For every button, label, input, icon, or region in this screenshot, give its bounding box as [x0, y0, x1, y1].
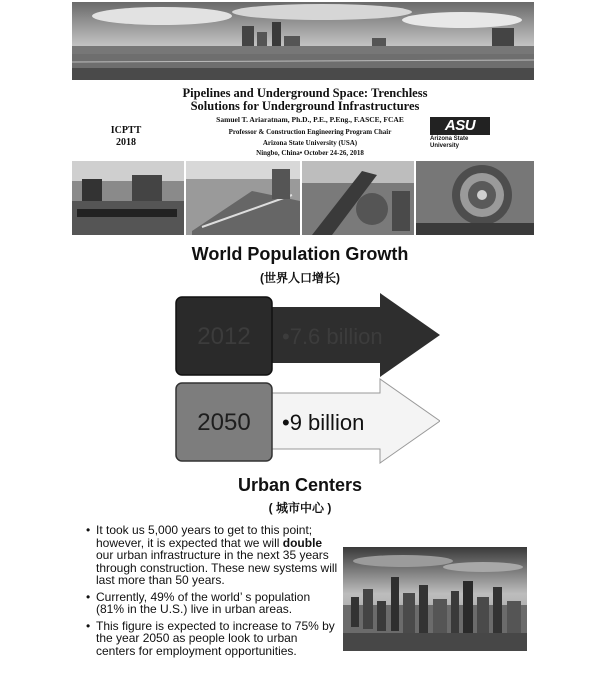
presentation-title: [80, 87, 530, 113]
asu-name-line-1: Arizona State: [430, 136, 469, 142]
value-label-2012: •7.6 billion: [282, 324, 383, 349]
population-arrows: [170, 293, 440, 465]
year-label-2050: 2050: [197, 409, 251, 436]
title-line-2: Solutions for Underground Infrastructures: [190, 99, 420, 113]
role: Professor & Construction Engineering Program Chair: [228, 128, 392, 136]
asu-name-line-2: University: [430, 143, 460, 149]
author: Samuel T. Ariaratnam, Ph.D., P.E., P.Eng., F.ASCE, FCAE: [216, 115, 404, 124]
city-banner-photo: [72, 2, 534, 80]
location-date: Ningbo, China• October 24-26, 2018: [256, 149, 364, 157]
urban-bullet-list: [86, 524, 338, 661]
asu-logo: ASU: [430, 117, 490, 135]
conference-year: 2018: [116, 137, 136, 148]
population-subtitle: (世界人口增长): [260, 271, 340, 285]
title-line-1: Pipelines and Underground Space: Trenchless: [182, 86, 428, 100]
urban-subtitle: ( 城市中心 ): [268, 501, 332, 515]
conference-name: ICPTT: [110, 125, 142, 136]
construction-photo-strip: [72, 161, 534, 235]
year-label-2012: 2012: [197, 323, 251, 350]
bullet-item: • It took us 5,000 years to get to this point; however, it is expected that we will double our urban infrastructure in the next 35 years through construction. These new systems will last more than 50 years.: [86, 524, 338, 587]
value-label-2050: •9 billion: [282, 410, 365, 435]
bullet-item: • This figure is expected to increase to 75% by the year 2050 as people look to urban centers for employment opportunities.: [86, 620, 338, 658]
conference-label: [96, 125, 156, 149]
bullet-item: • Currently, 49% of the world’ s population (81% in the U.S.) live in urban areas.: [86, 591, 338, 616]
population-title: World Population Growth: [191, 244, 409, 264]
city-skyline-photo: [343, 547, 527, 651]
affiliation: [155, 127, 465, 159]
asu-name: [430, 136, 500, 150]
university: Arizona State University (USA): [262, 138, 358, 147]
urban-title: Urban Centers: [237, 475, 363, 495]
